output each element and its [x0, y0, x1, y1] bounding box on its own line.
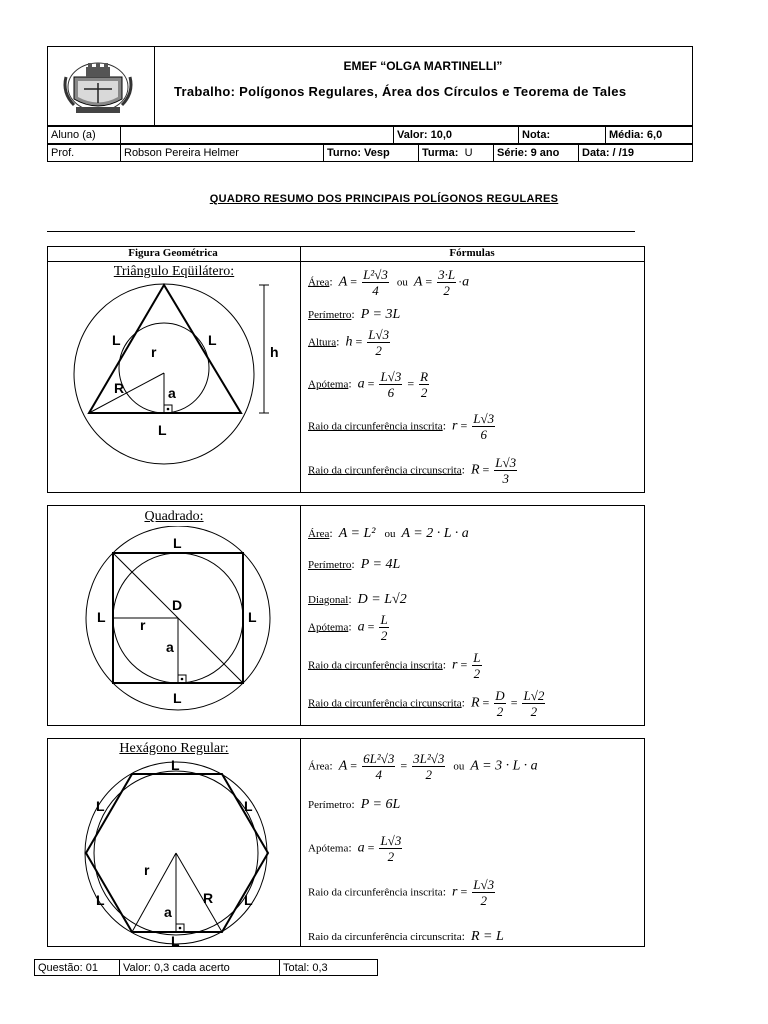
- tri-label-l-left: L: [112, 332, 121, 348]
- hex-label-l-upper-left: L: [96, 798, 105, 814]
- hex-label-l-lower-right: L: [244, 892, 253, 908]
- nota-cell[interactable]: Nota:: [519, 127, 606, 144]
- sq-diagonal-value: D = L√2: [357, 592, 407, 607]
- footer-table: [34, 959, 378, 976]
- hex-label-a: a: [164, 904, 172, 920]
- sq-apotema-label: Apótema: [308, 621, 349, 634]
- triangle-name: Triângulo Eqüilátero:: [113, 264, 235, 279]
- tri-label-h: h: [270, 344, 279, 360]
- turma-label: Turma:: [422, 147, 459, 159]
- sq-label-d: D: [172, 597, 183, 613]
- square-name: Quadrado:: [144, 509, 204, 524]
- tri-label-big-r: R: [114, 380, 125, 396]
- tri-raio-circunscrita-label: Raio da circunferência circunscrita: [308, 464, 462, 477]
- hex-raio-circunscrita-formula: Raio da circunferência circunscrita: R = L: [308, 929, 504, 944]
- tri-raio-inscrita-formula: Raio da circunferência inscrita: r = $\frac{L√3}{6}$: [308, 411, 495, 442]
- tri-apotema-label: Apótema: [308, 378, 349, 391]
- sq-area-value: A = L²: [338, 526, 376, 541]
- hex-label-l-top: L: [171, 757, 180, 773]
- hexagon-name: Hexágono Regular:: [119, 741, 229, 756]
- tri-area-formula: Área: A = $\frac{\text{L²√3}}{4}$ ou A = $\frac{3\cdot L}{2}$ ·a: [308, 267, 470, 298]
- student-info-table: [47, 126, 693, 144]
- tri-label-l-bottom: L: [158, 422, 167, 438]
- aluno-label: Aluno (a): [48, 127, 121, 144]
- tri-raio-circunscrita-formula: Raio da circunferência circunscrita: R = $\frac{L√3}{3}$: [308, 455, 517, 486]
- document-title: QUADRO RESUMO DOS PRINCIPAIS POLÍGONOS REGULARES: [209, 193, 559, 205]
- tri-apotema-formula: Apótema: a = $\frac{L√3}{6}$ = $\frac{R}{2}$: [308, 369, 429, 400]
- table-header-row: [47, 246, 645, 262]
- sq-diagonal-label: Diagonal: [308, 594, 349, 606]
- triangle-diagram: [48, 277, 300, 491]
- sq-perimetro-value: P = 4L: [360, 557, 401, 572]
- tri-perimetro-value: P = 3L: [360, 307, 401, 322]
- school-name: EMEF “OLGA MARTINELLI”: [343, 59, 503, 73]
- sq-label-l-right: L: [248, 609, 257, 625]
- school-crest-logo: [48, 47, 155, 125]
- hex-label-l-upper-right: L: [244, 798, 253, 814]
- tri-ou: ou: [396, 276, 408, 289]
- hex-raio-inscrita-label: Raio da circunferência inscrita: [308, 886, 443, 899]
- sq-label-a: a: [166, 639, 174, 655]
- sq-ou: ou: [384, 528, 396, 540]
- sq-raio-circunscrita-label: Raio da circunferência circunscrita: [308, 697, 462, 710]
- prof-label: Prof.: [48, 145, 121, 162]
- hex-ou: ou: [453, 760, 465, 773]
- hex-label-l-bottom: L: [171, 933, 180, 947]
- hexagon-box: [47, 738, 645, 947]
- sq-label-l-top: L: [173, 535, 182, 551]
- hex-perimetro-value: P = 6L: [360, 797, 401, 812]
- footer-questao: Questão: 01: [35, 960, 120, 976]
- hex-label-l-lower-left: L: [96, 892, 105, 908]
- sq-area-label: Área: [308, 528, 330, 540]
- column-divider: [300, 739, 301, 947]
- hexagon-diagram: [48, 757, 300, 947]
- sq-perimetro-formula: Perímetro: P = 4L: [308, 557, 401, 572]
- column-divider: [300, 247, 301, 493]
- prof-name: Robson Pereira Helmer: [121, 145, 324, 162]
- tri-label-l-right: L: [208, 332, 217, 348]
- tri-altura-formula: Altura: h = $\frac{L√3}{2}$: [308, 327, 390, 358]
- hex-area-label: Área: [308, 760, 330, 773]
- column-divider: [300, 506, 301, 726]
- divider-line: [47, 231, 635, 232]
- tri-area-label: Área: [308, 276, 330, 289]
- sq-label-l-bottom: L: [173, 690, 182, 706]
- square-diagram: [48, 526, 300, 724]
- hex-raio-circunscrita-value: R = L: [470, 929, 504, 944]
- sq-raio-circunscrita-formula: Raio da circunferência circunscrita: R = $\frac{D}{2}$ = $\frac{L√2}{2}$: [308, 688, 545, 719]
- document-header: [47, 46, 693, 126]
- work-title: Trabalho: Polígonos Regulares, Área dos Círculos e Teorema de Tales: [174, 84, 627, 99]
- hex-area-formula: Área: A = $\frac{\text{6L²√3}}{4}$ = $\frac{\text{3L²√3}}{2}$ ou A = 3 · L · a: [308, 751, 538, 782]
- hex-label-big-r: R: [203, 890, 214, 906]
- sq-perimetro-label: Perímetro: [308, 559, 352, 571]
- footer-total: Total: 0,3: [280, 960, 378, 976]
- aluno-field[interactable]: [121, 127, 394, 144]
- media-cell: Média: 6,0: [606, 127, 693, 144]
- turno-cell: Turno: Vesp: [324, 145, 419, 162]
- tri-perimetro-label: Perímetro: [308, 309, 352, 321]
- sq-diagonal-formula: Diagonal: D = L√2: [308, 592, 407, 607]
- hex-perimetro-formula: Perímetro: P = 6L: [308, 797, 401, 812]
- sq-label-l-left: L: [97, 609, 106, 625]
- footer-valor: Valor: 0,3 cada acerto: [120, 960, 280, 976]
- hex-perimetro-label: Perímetro: [308, 799, 352, 811]
- triangle-box: [47, 246, 645, 493]
- header-formulas: Fórmulas: [449, 247, 495, 259]
- valor-cell: Valor: 10,0: [394, 127, 519, 144]
- tri-raio-inscrita-label: Raio da circunferência inscrita: [308, 420, 443, 433]
- tri-perimetro-formula: Perímetro: P = 3L: [308, 307, 401, 322]
- sq-area-formula: Área: A = L² ou A = 2 · L · a: [308, 526, 469, 541]
- hex-apotema-formula: Apótema: a = $\frac{L√3}{2}$: [308, 833, 402, 864]
- tri-label-r: r: [151, 344, 157, 360]
- header-figura: Figura Geométrica: [128, 247, 218, 259]
- hex-area3-value: A = 3 · L · a: [470, 758, 538, 774]
- tri-label-a: a: [168, 385, 176, 401]
- hex-apotema-label: Apótema: [308, 842, 349, 855]
- sq-area2-value: A = 2 · L · a: [401, 526, 469, 541]
- hex-label-r: r: [144, 862, 150, 878]
- square-box: [47, 505, 645, 726]
- data-cell[interactable]: Data: / /19: [579, 145, 693, 162]
- tri-altura-label: Altura: [308, 336, 337, 349]
- sq-raio-inscrita-label: Raio da circunferência inscrita: [308, 659, 443, 672]
- teacher-info-table: [47, 144, 693, 162]
- sq-label-r: r: [140, 617, 146, 633]
- sq-apotema-formula: Apótema: a = $\frac{L}{2}$: [308, 612, 388, 643]
- hex-raio-circunscrita-label: Raio da circunferência circunscrita: [308, 931, 462, 943]
- hex-raio-inscrita-formula: Raio da circunferência inscrita: r = $\frac{L√3}{2}$: [308, 877, 495, 908]
- turma-value: U: [464, 147, 473, 159]
- serie-cell: Série: 9 ano: [494, 145, 579, 162]
- sq-raio-inscrita-formula: Raio da circunferência inscrita: r = $\frac{L}{2}$: [308, 650, 481, 681]
